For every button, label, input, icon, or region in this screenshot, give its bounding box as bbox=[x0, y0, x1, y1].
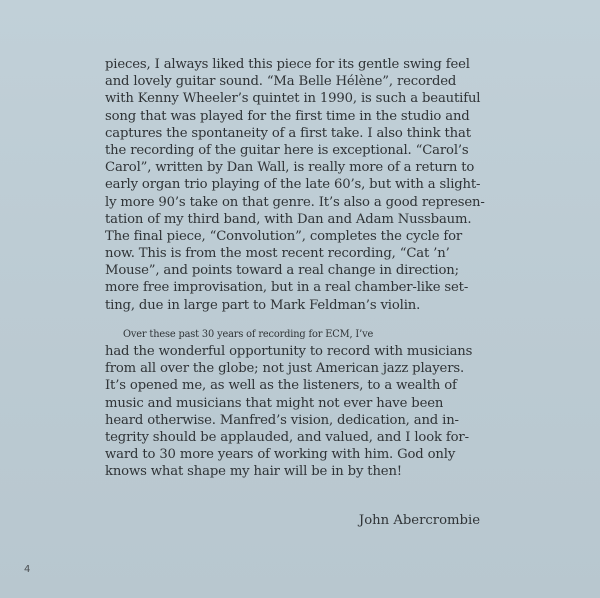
text-line: tegrity should be applauded, and valued, and I look for- bbox=[105, 429, 469, 445]
text-line: had the wonderful opportunity to record with musicians bbox=[105, 344, 473, 359]
text-line: ting, due in large part to Mark Feldman’s violin. bbox=[105, 297, 421, 313]
text-line: Carol”, written by Dan Wall, is really more of a return to bbox=[105, 160, 475, 176]
author-signature: John Abercrombie bbox=[358, 513, 480, 528]
text-line: the recording of the guitar here is exceptional. “Carol’s bbox=[105, 142, 469, 158]
text-line: Mouse”, and points toward a real change in direction; bbox=[105, 263, 459, 279]
text-line: and lovely guitar sound. “Ma Belle Hélène”, recorded bbox=[105, 74, 457, 90]
body-text bbox=[105, 56, 495, 481]
text-line: more free improvisation, but in a real chamber-like set- bbox=[105, 280, 469, 296]
text-line: tation of my third band, with Dan and Adam Nussbaum. bbox=[105, 211, 472, 227]
paragraph-1 bbox=[105, 56, 495, 314]
text-line: ly more 90’s take on that genre. It’s also a good represen- bbox=[105, 194, 485, 210]
text-line: song that was played for the first time in the studio and bbox=[105, 108, 470, 124]
paragraph-2 bbox=[105, 326, 495, 481]
text-line: The final piece, “Convolution”, completes the cycle for bbox=[105, 228, 463, 244]
text-line: pieces, I always liked this piece for its gentle swing feel bbox=[105, 57, 470, 72]
text-line: now. This is from the most recent recording, “Cat ’n’ bbox=[105, 246, 450, 262]
text-line: with Kenny Wheeler’s quintet in 1990, is such a beautiful bbox=[105, 91, 481, 107]
paragraph-gap bbox=[105, 314, 495, 326]
text-line: heard otherwise. Manfred’s vision, dedication, and in- bbox=[105, 412, 459, 428]
text-line: knows what shape my hair will be in by then! bbox=[105, 464, 402, 480]
text-line: early organ trio playing of the late 60’s, but with a slight- bbox=[105, 177, 481, 193]
text-line: captures the spontaneity of a first take. I also think that bbox=[105, 125, 471, 141]
text-line: music and musicians that might not ever have been bbox=[105, 395, 444, 411]
text-line: from all over the globe; not just American jazz players. bbox=[105, 361, 465, 377]
text-line: It’s opened me, as well as the listeners, to a wealth of bbox=[105, 378, 457, 394]
text-line: ward to 30 more years of working with him. God only bbox=[105, 447, 456, 463]
page-number: 4 bbox=[24, 564, 31, 575]
text-line: Over these past 30 years of recording for ECM, I’ve bbox=[123, 328, 374, 340]
